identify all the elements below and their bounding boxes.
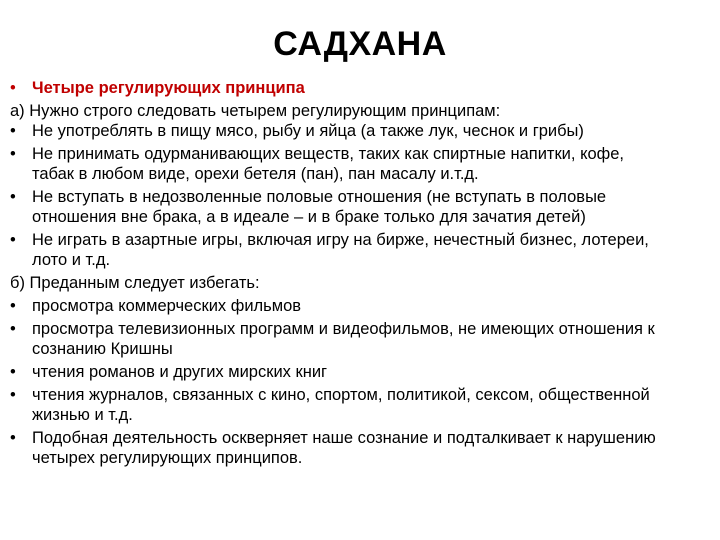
list-item <box>10 230 670 270</box>
list-item <box>10 296 670 316</box>
slide-body <box>10 78 670 468</box>
list-item-text: Не вступать в недозволенные половые отношения (не вступать в половые отношения вне брака, а в идеале – и в браке только для зачатия детей) <box>32 188 607 226</box>
list-item-text: просмотра телевизионных программ и видеофильмов, не имеющих отношения к сознанию Кришны <box>32 320 655 358</box>
bullet-icon: • <box>10 79 16 97</box>
bullet-icon: • <box>10 429 16 447</box>
list-item-text: Подобная деятельность оскверняет наше сознание и подталкивает к нарушению четырех регулирующих принципов. <box>32 429 656 467</box>
list-item <box>10 428 670 468</box>
bullet-icon: • <box>10 386 16 404</box>
list-item <box>10 319 670 359</box>
list-item <box>10 385 670 425</box>
bullet-icon: • <box>10 363 16 381</box>
section-b-intro: б) Преданным следует избегать: <box>10 274 260 292</box>
bullet-icon: • <box>10 320 16 338</box>
bullet-icon: • <box>10 188 16 206</box>
bullet-icon: • <box>10 297 16 315</box>
list-item-text: чтения романов и других мирских книг <box>32 363 328 381</box>
bullet-icon: • <box>10 145 16 163</box>
list-item-text: чтения журналов, связанных с кино, спортом, политикой, сексом, общественной жизнью и т.д. <box>32 386 650 424</box>
list-item-text: Не принимать одурманивающих веществ, таких как спиртные напитки, кофе, табак в любом виде, орехи бетеля (пан), пан масалу и.т.д. <box>32 145 624 183</box>
list-item-text: просмотра коммерческих фильмов <box>32 297 302 315</box>
heading-bullet-item <box>10 78 670 98</box>
list-item <box>10 121 670 141</box>
section-a-intro: а) Нужно строго следовать четырем регулирующим принципам: <box>10 102 501 120</box>
slide-title: САДХАНА <box>273 25 447 63</box>
list-item-text: Не играть в азартные игры, включая игру на бирже, нечестный бизнес, лотереи, лото и т.д. <box>32 231 649 269</box>
bullet-icon: • <box>10 122 16 140</box>
list-item <box>10 187 670 227</box>
list-item <box>10 144 670 184</box>
bullet-icon: • <box>10 231 16 249</box>
list-item-text: Не употреблять в пищу мясо, рыбу и яйца (а также лук, чеснок и грибы) <box>32 122 584 140</box>
heading-item-text: Четыре регулирующих принципа <box>32 79 305 97</box>
list-item <box>10 362 670 382</box>
